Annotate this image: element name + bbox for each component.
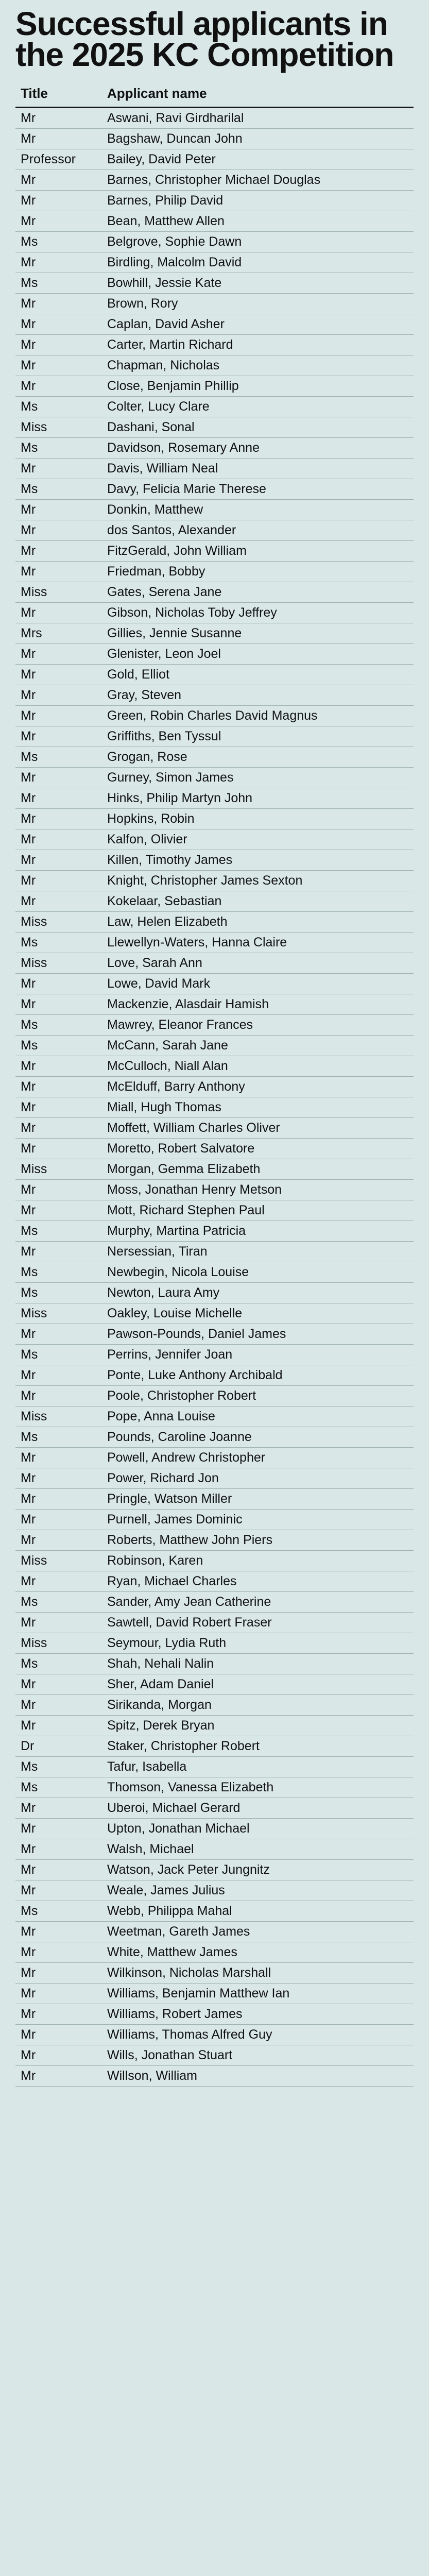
table-row xyxy=(15,891,414,912)
table-row xyxy=(15,1695,414,1716)
table-row xyxy=(15,1757,414,1777)
table-row xyxy=(15,1200,414,1221)
applicant-title: Miss xyxy=(21,420,47,434)
table-row xyxy=(15,500,414,520)
table-row xyxy=(15,1819,414,1839)
applicant-title: Ms xyxy=(21,1759,38,1774)
table-row xyxy=(15,1036,414,1056)
table-row xyxy=(15,1262,414,1283)
applicant-name: Newton, Laura Amy xyxy=(107,1285,220,1300)
applicant-name: Purnell, James Dominic xyxy=(107,1512,243,1527)
table-row xyxy=(15,1777,414,1798)
table-row xyxy=(15,417,414,438)
applicant-name: Oakley, Louise Michelle xyxy=(107,1306,243,1320)
applicant-title: Mr xyxy=(21,131,36,146)
table-row xyxy=(15,1345,414,1365)
applicant-title: Ms xyxy=(21,1018,38,1032)
applicant-name: Davis, William Neal xyxy=(107,461,218,476)
applicant-name: Thomson, Vanessa Elizabeth xyxy=(107,1780,274,1794)
applicant-title: Mr xyxy=(21,1574,36,1588)
applicant-name: Gray, Steven xyxy=(107,688,182,702)
applicant-title: Mr xyxy=(21,1821,36,1836)
applicant-name: Wills, Jonathan Stuart xyxy=(107,2048,233,2062)
applicant-list xyxy=(15,108,414,2087)
table-row xyxy=(15,1242,414,1262)
applicant-name: Gold, Elliot xyxy=(107,667,169,682)
applicant-name: Seymour, Lydia Ruth xyxy=(107,1636,227,1650)
applicant-title: Mr xyxy=(21,1986,36,2001)
header-name-column: Applicant name xyxy=(107,86,207,101)
applicant-name: Moffett, William Charles Oliver xyxy=(107,1121,280,1135)
applicant-title: Mr xyxy=(21,729,36,743)
table-row xyxy=(15,747,414,768)
applicant-name: Grogan, Rose xyxy=(107,750,187,764)
applicant-name: Bagshaw, Duncan John xyxy=(107,131,243,146)
applicant-name: Poole, Christopher Robert xyxy=(107,1388,256,1403)
applicant-title: Mr xyxy=(21,873,36,888)
applicant-title: Mr xyxy=(21,1388,36,1403)
applicant-name: Nersessian, Tiran xyxy=(107,1244,208,1259)
table-row xyxy=(15,1551,414,1571)
applicant-title: Mr xyxy=(21,2027,36,2042)
applicant-title: Mr xyxy=(21,1141,36,1156)
applicant-title: Mr xyxy=(21,1203,36,1217)
table-row xyxy=(15,1056,414,1077)
applicant-name: Davidson, Rosemary Anne xyxy=(107,440,260,455)
applicant-title: Mr xyxy=(21,1615,36,1630)
applicant-title: Mr xyxy=(21,255,36,269)
applicant-name: Sirikanda, Morgan xyxy=(107,1698,212,1712)
table-row xyxy=(15,974,414,994)
table-row xyxy=(15,1716,414,1736)
applicant-title: Ms xyxy=(21,935,38,950)
applicant-name: Barnes, Christopher Michael Douglas xyxy=(107,173,321,187)
applicant-name: Roberts, Matthew John Piers xyxy=(107,1533,272,1547)
header-title-column: Title xyxy=(21,86,48,101)
table-row xyxy=(15,1942,414,1963)
applicant-title: Ms xyxy=(21,234,38,249)
applicant-title: Ms xyxy=(21,1430,38,1444)
applicant-title: Mr xyxy=(21,1883,36,1897)
table-row xyxy=(15,1839,414,1860)
applicant-name: Morgan, Gemma Elizabeth xyxy=(107,1162,261,1176)
applicant-title: Mr xyxy=(21,667,36,682)
table-row xyxy=(15,1180,414,1200)
table-row xyxy=(15,1118,414,1139)
table-row xyxy=(15,2004,414,2025)
applicant-name: Sawtell, David Robert Fraser xyxy=(107,1615,272,1630)
applicant-title: Mr xyxy=(21,853,36,867)
applicant-name: Donkin, Matthew xyxy=(107,502,203,517)
applicant-title: Mr xyxy=(21,770,36,785)
applicant-name: Webb, Philippa Mahal xyxy=(107,1904,232,1918)
table-row xyxy=(15,541,414,562)
applicant-name: Miall, Hugh Thomas xyxy=(107,1100,221,1114)
applicant-title: Ms xyxy=(21,1224,38,1238)
table-row xyxy=(15,232,414,252)
applicant-name: Griffiths, Ben Tyssul xyxy=(107,729,221,743)
applicant-name: Pope, Anna Louise xyxy=(107,1409,215,1423)
table-row xyxy=(15,1489,414,1510)
applicant-title: Mr xyxy=(21,894,36,908)
applicant-name: Caplan, David Asher xyxy=(107,317,225,331)
applicant-name: Kalfon, Olivier xyxy=(107,832,187,846)
table-row xyxy=(15,1674,414,1695)
applicant-name: Uberoi, Michael Gerard xyxy=(107,1801,241,1815)
applicant-title: Mr xyxy=(21,832,36,846)
applicant-title: Mr xyxy=(21,1471,36,1485)
applicant-title: Mr xyxy=(21,791,36,805)
applicant-title: Mr xyxy=(21,811,36,826)
applicant-name: Davy, Felicia Marie Therese xyxy=(107,482,266,496)
applicant-title: Mr xyxy=(21,1079,36,1094)
applicant-name: Belgrove, Sophie Dawn xyxy=(107,234,242,249)
applicant-title: Mr xyxy=(21,2007,36,2021)
applicant-name: Gates, Serena Jane xyxy=(107,585,222,599)
applicant-name: Knight, Christopher James Sexton xyxy=(107,873,303,888)
applicant-title: Mr xyxy=(21,379,36,393)
applicant-name: Powell, Andrew Christopher xyxy=(107,1450,266,1465)
table-row xyxy=(15,1880,414,1901)
table-row xyxy=(15,726,414,747)
applicant-title: Ms xyxy=(21,1347,38,1362)
table-row xyxy=(15,1510,414,1530)
applicant-title: Mr xyxy=(21,1450,36,1465)
applicant-name: Green, Robin Charles David Magnus xyxy=(107,708,318,723)
applicant-name: Perrins, Jennifer Joan xyxy=(107,1347,233,1362)
applicant-name: Sander, Amy Jean Catherine xyxy=(107,1595,271,1609)
applicant-title: Mr xyxy=(21,337,36,352)
applicant-title: Ms xyxy=(21,1265,38,1279)
applicant-title: Mr xyxy=(21,193,36,208)
applicant-name: Mawrey, Eleanor Frances xyxy=(107,1018,253,1032)
table-row xyxy=(15,1015,414,1036)
applicant-title: Mr xyxy=(21,1244,36,1259)
page-title: Successful applicants in the 2025 KC Competition xyxy=(15,5,394,73)
applicant-name: Williams, Robert James xyxy=(107,2007,243,2021)
applicant-title: Mr xyxy=(21,544,36,558)
applicant-name: Close, Benjamin Phillip xyxy=(107,379,239,393)
table-row xyxy=(15,1427,414,1448)
applicant-title: Mr xyxy=(21,1492,36,1506)
table-row xyxy=(15,1530,414,1551)
table-row xyxy=(15,562,414,582)
applicant-name: Ryan, Michael Charles xyxy=(107,1574,237,1588)
applicant-name: Sher, Adam Daniel xyxy=(107,1677,214,1691)
applicant-title: Ms xyxy=(21,482,38,496)
applicant-title: Miss xyxy=(21,1636,47,1650)
applicant-title: Mr xyxy=(21,317,36,331)
applicant-title: Ms xyxy=(21,276,38,290)
table-row xyxy=(15,1654,414,1674)
applicant-name: Newbegin, Nicola Louise xyxy=(107,1265,249,1279)
applicant-name: Weale, James Julius xyxy=(107,1883,225,1897)
applicant-name: Mackenzie, Alasdair Hamish xyxy=(107,997,269,1011)
applicant-name: Chapman, Nicholas xyxy=(107,358,220,372)
table-row xyxy=(15,1860,414,1880)
applicant-title: Mr xyxy=(21,564,36,579)
applicant-title: Mr xyxy=(21,1327,36,1341)
table-row xyxy=(15,252,414,273)
applicant-name: Walsh, Michael xyxy=(107,1842,194,1856)
applicant-title: Mr xyxy=(21,1698,36,1712)
applicant-title: Mrs xyxy=(21,626,42,640)
applicant-name: Gillies, Jennie Susanne xyxy=(107,626,242,640)
applicant-title: Mr xyxy=(21,1059,36,1073)
table-row xyxy=(15,582,414,603)
applicant-title: Mr xyxy=(21,1121,36,1135)
applicant-title: Mr xyxy=(21,1862,36,1877)
table-row xyxy=(15,912,414,933)
applicant-title: Ms xyxy=(21,1780,38,1794)
applicant-name: Birdling, Malcolm David xyxy=(107,255,242,269)
table-row xyxy=(15,1901,414,1922)
table-row xyxy=(15,1592,414,1613)
applicant-name: Moss, Jonathan Henry Metson xyxy=(107,1182,282,1197)
applicant-title: Ms xyxy=(21,1656,38,1671)
table-row xyxy=(15,768,414,788)
table-row xyxy=(15,1448,414,1468)
applicant-title: Mr xyxy=(21,1965,36,1980)
table-row xyxy=(15,953,414,974)
applicant-name: Watson, Jack Peter Jungnitz xyxy=(107,1862,270,1877)
applicant-title: Ms xyxy=(21,750,38,764)
table-row xyxy=(15,2025,414,2045)
applicant-name: Law, Helen Elizabeth xyxy=(107,914,228,929)
applicant-title: Ms xyxy=(21,1904,38,1918)
applicant-title: Mr xyxy=(21,605,36,620)
table-row xyxy=(15,294,414,314)
table-row xyxy=(15,850,414,871)
applicant-name: Bean, Matthew Allen xyxy=(107,214,225,228)
table-row xyxy=(15,129,414,149)
table-row xyxy=(15,2045,414,2066)
applicant-title: Miss xyxy=(21,1162,47,1176)
table-row xyxy=(15,1365,414,1386)
applicant-name: Colter, Lucy Clare xyxy=(107,399,210,414)
applicant-title: Ms xyxy=(21,1595,38,1609)
table-row xyxy=(15,211,414,232)
applicant-name: Dashani, Sonal xyxy=(107,420,195,434)
applicant-title: Mr xyxy=(21,2069,36,2083)
table-row xyxy=(15,644,414,665)
applicant-title: Mr xyxy=(21,461,36,476)
table-row xyxy=(15,1303,414,1324)
applicant-title: Ms xyxy=(21,1285,38,1300)
applicant-title: Miss xyxy=(21,1553,47,1568)
applicant-name: Wilkinson, Nicholas Marshall xyxy=(107,1965,271,1980)
applicant-name: Mott, Richard Stephen Paul xyxy=(107,1203,265,1217)
applicant-name: White, Matthew James xyxy=(107,1945,237,1959)
table-row xyxy=(15,108,414,129)
applicant-name: Pawson-Pounds, Daniel James xyxy=(107,1327,286,1341)
table-row xyxy=(15,871,414,891)
applicant-name: Carter, Martin Richard xyxy=(107,337,233,352)
table-row xyxy=(15,685,414,706)
applicant-title: Miss xyxy=(21,1306,47,1320)
applicant-title: Mr xyxy=(21,1924,36,1939)
applicant-name: Brown, Rory xyxy=(107,296,178,311)
applicant-name: Williams, Thomas Alfred Guy xyxy=(107,2027,272,2042)
applicant-name: Llewellyn-Waters, Hanna Claire xyxy=(107,935,287,950)
applicant-name: McElduff, Barry Anthony xyxy=(107,1079,245,1094)
table-row xyxy=(15,1963,414,1984)
applicant-name: Upton, Jonathan Michael xyxy=(107,1821,250,1836)
applicant-name: dos Santos, Alexander xyxy=(107,523,236,537)
applicant-title: Ms xyxy=(21,440,38,455)
table-row xyxy=(15,459,414,479)
applicant-name: Pounds, Caroline Joanne xyxy=(107,1430,252,1444)
table-row xyxy=(15,1077,414,1097)
applicant-name: Robinson, Karen xyxy=(107,1553,203,1568)
applicant-title: Mr xyxy=(21,523,36,537)
applicant-title: Dr xyxy=(21,1739,35,1753)
applicant-name: Power, Richard Jon xyxy=(107,1471,219,1485)
applicant-title: Mr xyxy=(21,1100,36,1114)
applicant-title: Ms xyxy=(21,399,38,414)
applicant-name: Staker, Christopher Robert xyxy=(107,1739,260,1753)
applicant-name: Willson, William xyxy=(107,2069,197,2083)
applicant-name: Killen, Timothy James xyxy=(107,853,233,867)
table-row xyxy=(15,1922,414,1942)
applicant-title: Ms xyxy=(21,1038,38,1053)
applicant-title: Mr xyxy=(21,1945,36,1959)
applicant-title: Mr xyxy=(21,976,36,991)
applicant-name: Aswani, Ravi Girdharilal xyxy=(107,111,244,125)
table-row xyxy=(15,355,414,376)
applicant-name: McCulloch, Niall Alan xyxy=(107,1059,228,1073)
applicant-name: Gibson, Nicholas Toby Jeffrey xyxy=(107,605,277,620)
table-row xyxy=(15,376,414,397)
table-row xyxy=(15,706,414,726)
table-row xyxy=(15,1736,414,1757)
applicant-title: Mr xyxy=(21,1842,36,1856)
applicant-name: Murphy, Martina Patricia xyxy=(107,1224,246,1238)
table-row xyxy=(15,1633,414,1654)
applicant-name: Spitz, Derek Bryan xyxy=(107,1718,215,1733)
applicant-title: Miss xyxy=(21,956,47,970)
table-row xyxy=(15,170,414,191)
applicant-title: Mr xyxy=(21,111,36,125)
applicant-title: Mr xyxy=(21,358,36,372)
applicant-name: Hinks, Philip Martyn John xyxy=(107,791,253,805)
applicant-name: Friedman, Bobby xyxy=(107,564,205,579)
applicant-name: FitzGerald, John William xyxy=(107,544,247,558)
applicant-title: Professor xyxy=(21,152,76,166)
applicant-title: Mr xyxy=(21,1533,36,1547)
applicant-title: Mr xyxy=(21,2048,36,2062)
applicant-title: Mr xyxy=(21,997,36,1011)
applicant-title: Mr xyxy=(21,214,36,228)
applicant-name: Love, Sarah Ann xyxy=(107,956,202,970)
table-row xyxy=(15,1139,414,1159)
applicant-name: Williams, Benjamin Matthew Ian xyxy=(107,1986,290,2001)
applicant-name: Bowhill, Jessie Kate xyxy=(107,276,222,290)
applicant-name: Weetman, Gareth James xyxy=(107,1924,250,1939)
table-row xyxy=(15,665,414,685)
table-header xyxy=(15,80,414,108)
table-row xyxy=(15,829,414,850)
table-row xyxy=(15,479,414,500)
applicant-title: Mr xyxy=(21,1801,36,1815)
applicant-name: Bailey, David Peter xyxy=(107,152,216,166)
applicant-title: Mr xyxy=(21,688,36,702)
applicant-title: Mr xyxy=(21,296,36,311)
applicant-title: Mr xyxy=(21,1677,36,1691)
applicant-title: Mr xyxy=(21,647,36,661)
table-row xyxy=(15,1221,414,1242)
table-row xyxy=(15,1984,414,2004)
table-row xyxy=(15,1798,414,1819)
table-row xyxy=(15,1324,414,1345)
applicant-name: Barnes, Philip David xyxy=(107,193,224,208)
table-row xyxy=(15,397,414,417)
table-row xyxy=(15,623,414,644)
table-row xyxy=(15,273,414,294)
applicant-title: Mr xyxy=(21,708,36,723)
table-row xyxy=(15,191,414,211)
table-row xyxy=(15,788,414,809)
table-row xyxy=(15,1386,414,1406)
table-row xyxy=(15,2066,414,2087)
table-row xyxy=(15,335,414,355)
applicant-name: Tafur, Isabella xyxy=(107,1759,187,1774)
applicant-name: Moretto, Robert Salvatore xyxy=(107,1141,255,1156)
applicant-title: Miss xyxy=(21,1409,47,1423)
table-row xyxy=(15,1613,414,1633)
applicant-title: Mr xyxy=(21,173,36,187)
table-row xyxy=(15,994,414,1015)
applicant-title: Mr xyxy=(21,502,36,517)
table-row xyxy=(15,1097,414,1118)
table-row xyxy=(15,1159,414,1180)
applicant-name: McCann, Sarah Jane xyxy=(107,1038,228,1053)
applicant-name: Lowe, David Mark xyxy=(107,976,211,991)
applicant-name: Pringle, Watson Miller xyxy=(107,1492,232,1506)
table-row xyxy=(15,809,414,829)
table-row xyxy=(15,1406,414,1427)
applicant-name: Gurney, Simon James xyxy=(107,770,234,785)
table-row xyxy=(15,149,414,170)
applicant-name: Ponte, Luke Anthony Archibald xyxy=(107,1368,283,1382)
table-row xyxy=(15,314,414,335)
applicant-title: Mr xyxy=(21,1512,36,1527)
table-row xyxy=(15,438,414,459)
applicant-title: Mr xyxy=(21,1368,36,1382)
applicant-title: Miss xyxy=(21,585,47,599)
applicant-title: Mr xyxy=(21,1182,36,1197)
applicant-name: Hopkins, Robin xyxy=(107,811,195,826)
table-row xyxy=(15,520,414,541)
table-row xyxy=(15,1571,414,1592)
applicant-title: Miss xyxy=(21,914,47,929)
applicant-name: Glenister, Leon Joel xyxy=(107,647,221,661)
table-row xyxy=(15,1283,414,1303)
applicant-name: Shah, Nehali Nalin xyxy=(107,1656,214,1671)
applicant-name: Kokelaar, Sebastian xyxy=(107,894,222,908)
table-row xyxy=(15,1468,414,1489)
table-row xyxy=(15,933,414,953)
applicant-title: Mr xyxy=(21,1718,36,1733)
table-row xyxy=(15,603,414,623)
